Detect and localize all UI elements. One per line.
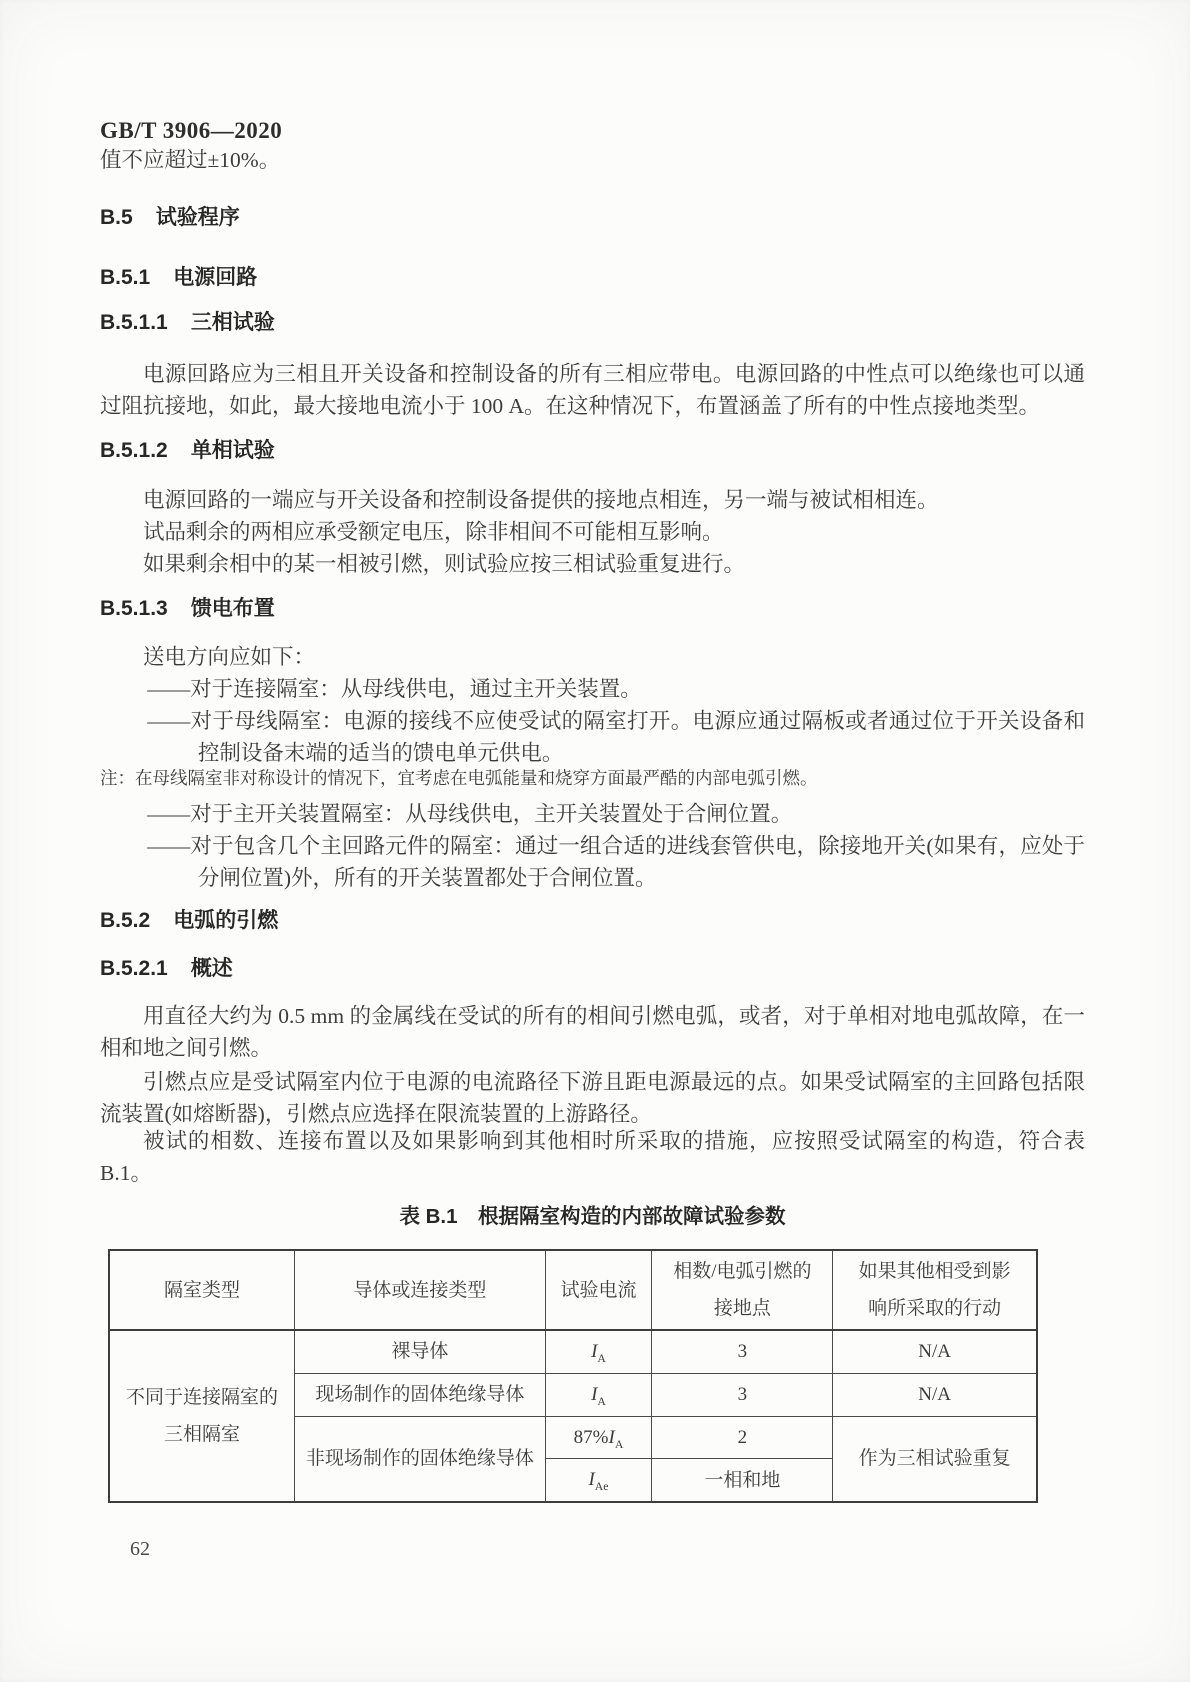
cell-text: 不同于连接隔室的三相隔室 [126, 1387, 279, 1446]
current-symbol: I [591, 1341, 598, 1363]
table-label: 表 B.1 [399, 1205, 458, 1228]
table-header-row [109, 1250, 1037, 1330]
paragraph-b521-1: 用直径大约为 0.5 mm 的金属线在受试的所有的相间引燃电弧，或者，对于单相对地电弧故障，在一相和地之间引燃。 [100, 1004, 1085, 1060]
cell-current [545, 1416, 652, 1459]
heading-title: 馈电布置 [190, 597, 275, 620]
current-subscript: A [597, 1394, 606, 1408]
current-symbol: I [591, 1383, 598, 1405]
th-phases-earthing-point [652, 1250, 833, 1330]
cell-current [545, 1373, 652, 1416]
th-compartment-type [109, 1250, 295, 1330]
heading-number: B.5 [100, 206, 133, 229]
th-text: 试验电流 [560, 1279, 637, 1301]
paragraph-b521-3: 被试的相数、连接布置以及如果影响到其他相时所采取的措施，应按照受试隔室的构造，符合表 B.1。 [100, 1129, 1085, 1185]
heading-b5-1 [100, 265, 1085, 291]
current-prefix: 87% [573, 1426, 609, 1448]
current-symbol: I [588, 1469, 595, 1491]
heading-b5-1-1 [100, 310, 1085, 336]
heading-b5-2 [100, 908, 1085, 934]
list-item-multi-element-compartment: ——对于包含几个主回路元件的隔室：通过一组合适的进线套管供电，除接地开关(如果有，应处于分闸位置)外，所有的开关装置都处于合闸位置。 [147, 834, 1085, 890]
table-b1-title [100, 1203, 1085, 1231]
th-text: 导体或连接类型 [353, 1279, 487, 1301]
cell-conductor: 非现场制作的固体绝缘导体 [295, 1416, 546, 1502]
paragraph-b512-1: 电源回路的一端应与开关设备和控制设备提供的接地点相连，另一端与被试相相连。 [143, 488, 939, 512]
heading-number: B.5.2.1 [100, 957, 168, 980]
document-code: GB/T 3906—2020 [100, 118, 283, 143]
th-text: 隔室类型 [164, 1279, 241, 1301]
cell-phases: 一相和地 [652, 1459, 833, 1502]
th-text: 相数/电弧引燃的接地点 [673, 1261, 812, 1320]
heading-number: B.5.1 [100, 266, 151, 289]
current-subscript: Ae [594, 1480, 609, 1494]
heading-title: 电源回路 [173, 266, 258, 289]
heading-title: 电弧的引燃 [173, 909, 279, 932]
cell-current [545, 1330, 652, 1373]
heading-b5-2-1 [100, 956, 1085, 982]
cell-action: 作为三相试验重复 [833, 1416, 1037, 1502]
cell-phases: 3 [652, 1373, 833, 1416]
paragraph-b511-1: 电源回路应为三相且开关设备和控制设备的所有三相应带电。电源回路的中性点可以绝缘也可以通过阻抗接地，如此，最大接地电流小于 100 A。在这种情况下，布置涵盖了所有的中性点接地类型。 [100, 362, 1085, 418]
th-action-other-phases [833, 1250, 1037, 1330]
heading-number: B.5.2 [100, 909, 151, 932]
list-item-connection-compartment: ——对于连接隔室：从母线供电，通过主开关装置。 [147, 677, 642, 701]
cell-conductor: 裸导体 [295, 1330, 546, 1373]
th-text: 如果其他相受到影响所采取的行动 [858, 1261, 1011, 1320]
carryover-paragraph: 值不应超过±10%。 [100, 148, 281, 172]
heading-number: B.5.1.1 [100, 311, 168, 334]
th-conductor-type [295, 1250, 546, 1330]
cell-compartment-group [109, 1330, 295, 1502]
paragraph-b521-2: 引燃点应是受试隔室内位于电源的电流路径下游且距电源最远的点。如果受试隔室的主回路包括限流装置(如熔断器)，引燃点应选择在限流装置的上游路径。 [100, 1070, 1085, 1126]
list-item-busbar-compartment: ——对于母线隔室：电源的接线不应使受试的隔室打开。电源应通过隔板或者通过位于开关设备和控制设备末端的适当的馈电单元供电。 [147, 709, 1085, 765]
cell-current [545, 1459, 652, 1502]
table-title-text: 根据隔室构造的内部故障试验参数 [478, 1205, 786, 1228]
heading-b5-1-3 [100, 596, 1085, 622]
paragraph-b513-intro: 送电方向应如下： [143, 645, 316, 669]
heading-title: 三相试验 [190, 311, 275, 334]
cell-conductor: 现场制作的固体绝缘导体 [295, 1373, 546, 1416]
page-number: 62 [130, 1538, 150, 1561]
list-item-main-switch-compartment: ——对于主开关装置隔室：从母线供电，主开关装置处于合闸位置。 [147, 802, 793, 826]
heading-title: 概述 [190, 957, 233, 980]
th-test-current [545, 1250, 652, 1330]
cell-phases: 2 [652, 1416, 833, 1459]
heading-number: B.5.1.2 [100, 439, 168, 462]
current-subscript: A [597, 1351, 606, 1365]
cell-action: N/A [833, 1373, 1037, 1416]
paragraph-b512-2: 试品剩余的两相应承受额定电压，除非相间不可能相互影响。 [143, 520, 724, 544]
heading-title: 单相试验 [190, 439, 275, 462]
table-b1 [108, 1249, 1038, 1503]
current-subscript: A [614, 1437, 624, 1451]
current-symbol: I [608, 1426, 615, 1448]
heading-b5 [100, 205, 1085, 231]
page-content [0, 118, 1190, 1561]
paragraph-b512-3: 如果剩余相中的某一相被引燃，则试验应按三相试验重复进行。 [143, 552, 746, 576]
cell-action: N/A [833, 1330, 1037, 1373]
heading-number: B.5.1.3 [100, 597, 168, 620]
heading-b5-1-2 [100, 438, 1085, 464]
cell-phases: 3 [652, 1330, 833, 1373]
note-busbar-asymmetric: 注：在母线隔室非对称设计的情况下，宜考虑在电弧能量和烧穿方面最严酷的内部电弧引燃。 [100, 768, 818, 788]
table-row [109, 1330, 1037, 1373]
heading-title: 试验程序 [155, 206, 240, 229]
